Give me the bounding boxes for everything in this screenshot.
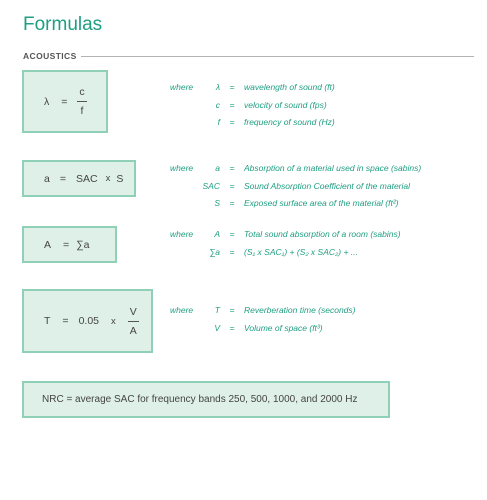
fraction-denominator: A (129, 324, 137, 337)
definitions-reverberation (190, 305, 356, 340)
formula-term: SAC (75, 172, 98, 185)
definition-row: ∑a = (S₁ x SAC₁) + (S₂ x SAC₂) + ... (209, 246, 358, 257)
formula-box-reverberation (22, 289, 153, 353)
nrc-formula-text: NRC = average SAC for frequency bands 250, 500, 1000, and 2000 Hz (42, 394, 358, 405)
fraction-denominator: f (80, 105, 84, 117)
where-label: where (170, 305, 194, 315)
definitions-total (190, 229, 401, 264)
formula-equals: = (59, 172, 66, 185)
formula-box-wavelength (22, 70, 108, 133)
formula-fraction (128, 306, 139, 337)
section-label: ACOUSTICS (23, 51, 77, 61)
formula-coefficient: 0.05 (78, 315, 99, 327)
formula-lhs: T (44, 315, 51, 327)
page-title: Formulas (23, 14, 103, 35)
formula-term: S (116, 172, 124, 185)
definitions-absorption (190, 163, 421, 216)
formula-operator: x (111, 315, 116, 327)
formula-operator: x (105, 173, 111, 184)
definition-row: T = Reverberation time (seconds) (214, 305, 356, 315)
definitions-wavelength (190, 82, 335, 135)
fraction-numerator: c (79, 86, 85, 98)
where-label: where (170, 82, 194, 92)
formula-box-absorption (22, 160, 136, 197)
formula-lhs: λ (44, 95, 50, 108)
formula-box-nrc (22, 381, 390, 418)
formula-fraction (77, 86, 86, 117)
formula-equals: = (63, 238, 70, 251)
definition-row: A = Total sound absorption of a room (sabins) (214, 229, 401, 239)
definition-row: SAC = Sound Absorption Coefficient of the material (202, 180, 411, 191)
definition-row: S = Exposed surface area of the material (ft²) (214, 198, 399, 208)
fraction-numerator: V (129, 305, 137, 318)
definition-row: V = Volume of space (ft³) (214, 322, 323, 333)
section-header (23, 51, 474, 61)
definition-row: a = Absorption of a material used in space (sabins) (215, 163, 422, 173)
formula-lhs: A (44, 238, 52, 251)
formula-box-total (22, 226, 117, 263)
where-label: where (170, 229, 194, 239)
formula-equals: = (61, 95, 68, 108)
definition-row: f = frequency of sound (Hz) (217, 117, 335, 127)
formula-term: ∑a (76, 238, 90, 251)
section-divider (81, 56, 474, 57)
formula-equals: = (62, 315, 69, 327)
definition-row: c = velocity of sound (fps) (215, 99, 327, 110)
definition-row: λ = wavelength of sound (ft) (215, 82, 335, 92)
formula-lhs: a (44, 172, 50, 185)
where-label: where (170, 163, 194, 173)
